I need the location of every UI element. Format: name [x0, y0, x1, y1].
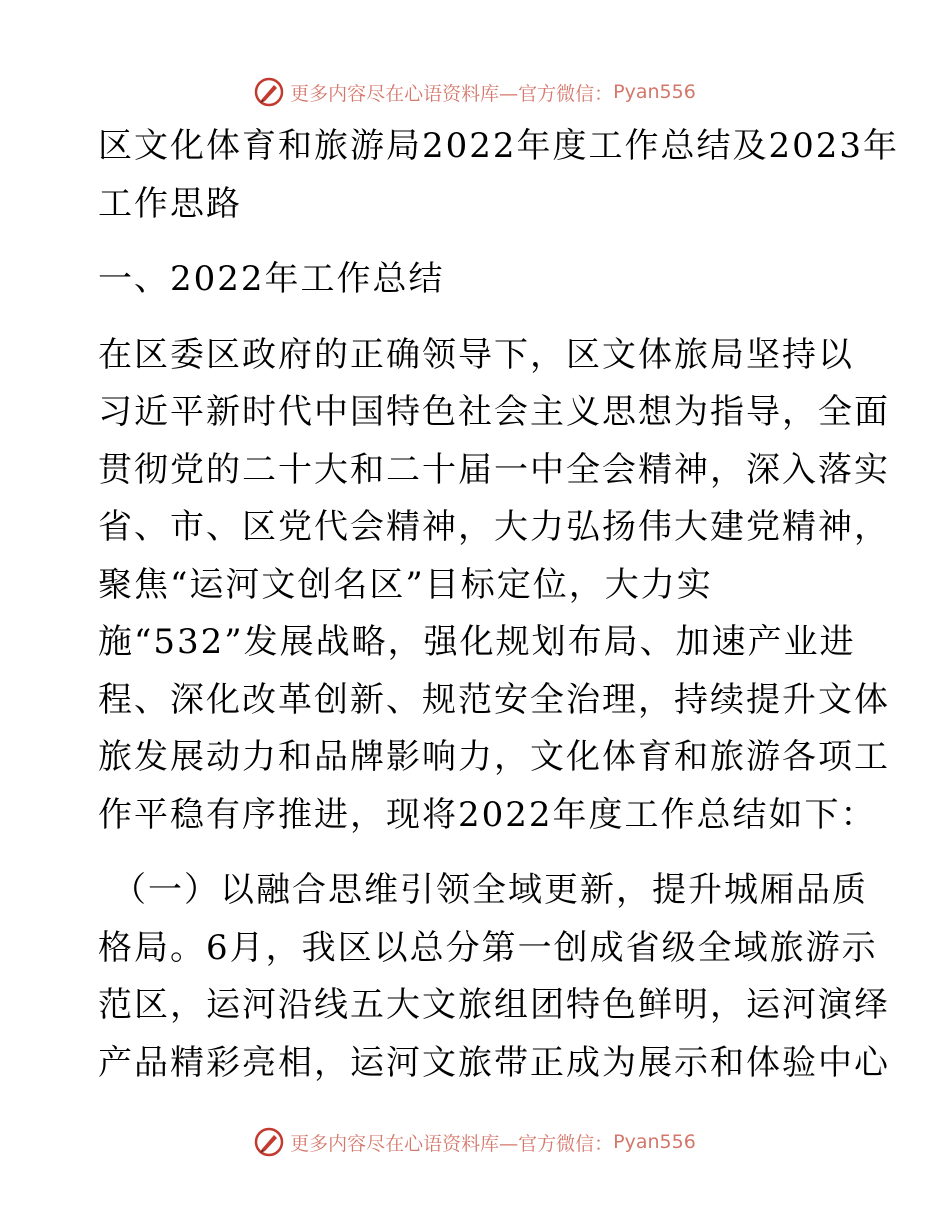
paragraph-1-line-6: 施“532”发展战略，强化规划布局、加速产业进 [98, 622, 856, 662]
paragraph-1-line-1: 在区委区政府的正确领导下，区文体旅局坚持以 [98, 334, 854, 375]
paragraph-2-line-4: 产品精彩亮相，运河文旅带正成为展示和体验中心 [98, 1042, 890, 1083]
paragraph-1-line-5: 聚焦“运河文创名区”目标定位，大力实 [98, 564, 713, 605]
paragraph-2-line-1: （一）以融合思维引领全域更新，提升城厢品质 [112, 870, 868, 910]
document-body [98, 118, 900, 1092]
paragraph-1-line-2: 习近平新时代中国特色社会主义思想为指导，全面 [98, 392, 890, 432]
pen-logo-icon [254, 1127, 284, 1157]
watermark-wechat-id: Pyan556 [613, 81, 696, 103]
paragraph-2-line-3: 范区，运河沿线五大文旅组团特色鲜明，运河演绎 [98, 985, 890, 1025]
paragraph-1-line-8: 旅发展动力和品牌影响力，文化体育和旅游各项工 [98, 737, 890, 777]
watermark-text: 更多内容尽在心语资料库—官方微信： [290, 82, 614, 105]
watermark-text: 更多内容尽在心语资料库—官方微信： [290, 1132, 614, 1155]
paragraph-1-line-7: 程、深化改革创新、规范安全治理，持续提升文体 [98, 679, 890, 720]
watermark-footer [0, 1122, 950, 1162]
paragraph-1-line-9: 作平稳有序推进，现将2022年度工作总结如下： [98, 794, 877, 835]
watermark-header [0, 72, 950, 112]
paragraph-1-line-3: 贯彻党的二十大和二十届一中全会精神，深入落实 [98, 449, 890, 490]
paragraph-1-line-4: 省、市、区党代会精神，大力弘扬伟大建党精神， [98, 507, 890, 547]
paragraph-2-line-2: 格局。6月，我区以总分第一创成省级全域旅游示 [98, 927, 878, 968]
document-title-line-2: 工作思路 [98, 183, 242, 224]
pen-logo-icon [254, 77, 284, 107]
document-title-line-1: 区文化体育和旅游局2022年度工作总结及2023年 [98, 126, 900, 166]
section-heading: 一、2022年工作总结 [98, 259, 445, 299]
watermark-wechat-id: Pyan556 [613, 1131, 696, 1153]
